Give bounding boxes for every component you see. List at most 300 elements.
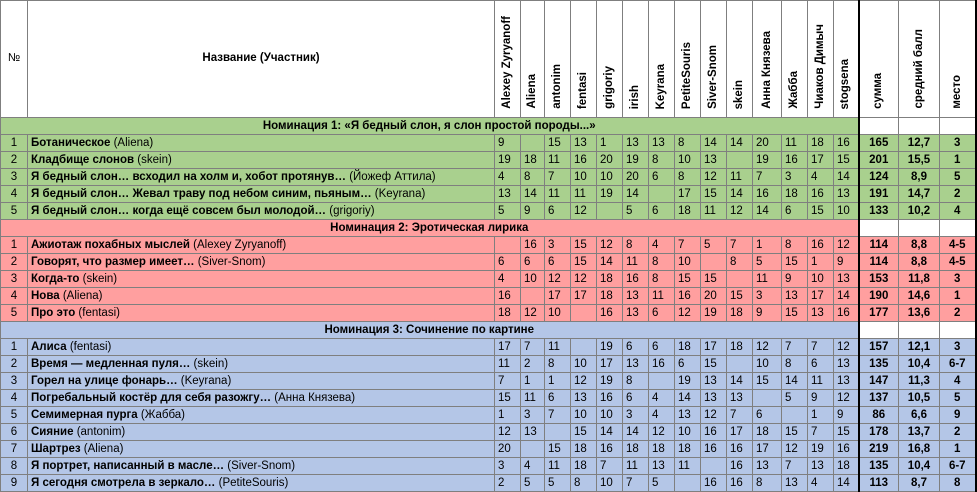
score-cell[interactable]: 6: [545, 390, 571, 407]
score-cell[interactable]: 14: [727, 135, 753, 152]
empty-cell[interactable]: [859, 220, 899, 237]
score-cell[interactable]: 16: [521, 237, 545, 254]
score-cell[interactable]: 16: [808, 237, 834, 254]
row-number-cell[interactable]: 2: [1, 152, 28, 169]
score-cell[interactable]: 6: [545, 254, 571, 271]
score-cell[interactable]: [545, 424, 571, 441]
average-cell[interactable]: 14,7: [899, 186, 940, 203]
score-cell[interactable]: 13: [649, 458, 675, 475]
average-cell[interactable]: 12,1: [899, 339, 940, 356]
score-cell[interactable]: 7: [545, 169, 571, 186]
row-number-cell[interactable]: 5: [1, 407, 28, 424]
score-cell[interactable]: 13: [521, 424, 545, 441]
score-cell[interactable]: 17: [571, 288, 597, 305]
score-cell[interactable]: 16: [597, 305, 623, 322]
score-cell[interactable]: 1: [808, 407, 834, 424]
score-cell[interactable]: 17: [675, 186, 701, 203]
score-cell[interactable]: 8: [649, 152, 675, 169]
score-cell[interactable]: 18: [753, 424, 782, 441]
score-cell[interactable]: 6: [649, 203, 675, 220]
score-cell[interactable]: 13: [834, 271, 859, 288]
empty-cell[interactable]: [899, 118, 940, 135]
sum-cell[interactable]: 135: [859, 458, 899, 475]
score-cell[interactable]: 13: [834, 373, 859, 390]
score-cell[interactable]: 18: [571, 458, 597, 475]
score-cell[interactable]: 8: [623, 237, 649, 254]
score-cell[interactable]: 17: [545, 288, 571, 305]
score-cell[interactable]: 4: [521, 458, 545, 475]
score-cell[interactable]: 7: [782, 458, 808, 475]
score-cell[interactable]: 8: [753, 475, 782, 492]
score-cell[interactable]: 14: [834, 475, 859, 492]
section-title-cell[interactable]: Номинация 2: Эротическая лирика: [1, 220, 859, 237]
score-cell[interactable]: 11: [649, 288, 675, 305]
sum-cell[interactable]: 133: [859, 203, 899, 220]
average-cell[interactable]: 10,4: [899, 458, 940, 475]
row-number-cell[interactable]: 1: [1, 237, 28, 254]
score-cell[interactable]: 11: [545, 339, 571, 356]
score-cell[interactable]: 8: [649, 271, 675, 288]
score-cell[interactable]: [675, 475, 701, 492]
row-number-cell[interactable]: 8: [1, 458, 28, 475]
sum-cell[interactable]: 124: [859, 169, 899, 186]
sum-cell[interactable]: 219: [859, 441, 899, 458]
score-cell[interactable]: 17: [753, 441, 782, 458]
entry-title-cell[interactable]: [28, 305, 495, 322]
score-cell[interactable]: 19: [623, 152, 649, 169]
row-number-cell[interactable]: 9: [1, 475, 28, 492]
score-cell[interactable]: 9: [753, 305, 782, 322]
score-cell[interactable]: 16: [675, 288, 701, 305]
row-number-cell[interactable]: 3: [1, 271, 28, 288]
entry-title-cell[interactable]: [28, 254, 495, 271]
score-cell[interactable]: 5: [753, 254, 782, 271]
row-number-cell[interactable]: 2: [1, 254, 28, 271]
score-cell[interactable]: 1: [597, 135, 623, 152]
score-cell[interactable]: 12: [571, 203, 597, 220]
score-cell[interactable]: 13: [571, 390, 597, 407]
entry-title-cell[interactable]: [28, 203, 495, 220]
entry-title-cell[interactable]: [28, 271, 495, 288]
place-cell[interactable]: 2: [940, 305, 976, 322]
score-cell[interactable]: 16: [834, 441, 859, 458]
score-cell[interactable]: 7: [727, 407, 753, 424]
score-cell[interactable]: 15: [571, 424, 597, 441]
score-cell[interactable]: 4: [808, 169, 834, 186]
entry-title-cell[interactable]: [28, 424, 495, 441]
score-cell[interactable]: 8: [649, 254, 675, 271]
score-cell[interactable]: 11: [545, 186, 571, 203]
score-cell[interactable]: 9: [834, 254, 859, 271]
score-cell[interactable]: 8: [521, 169, 545, 186]
row-number-cell[interactable]: 2: [1, 356, 28, 373]
score-cell[interactable]: 4: [649, 237, 675, 254]
score-cell[interactable]: 19: [495, 152, 521, 169]
sum-cell[interactable]: 177: [859, 305, 899, 322]
header-total-cell[interactable]: [899, 1, 940, 118]
score-cell[interactable]: 9: [782, 271, 808, 288]
score-cell[interactable]: 17: [495, 339, 521, 356]
score-cell[interactable]: 8: [675, 135, 701, 152]
score-cell[interactable]: 12: [834, 339, 859, 356]
place-cell[interactable]: 3: [940, 339, 976, 356]
header-judge-cell[interactable]: [834, 1, 859, 118]
score-cell[interactable]: 6: [649, 305, 675, 322]
score-cell[interactable]: 10: [545, 305, 571, 322]
score-cell[interactable]: [571, 339, 597, 356]
score-cell[interactable]: 1: [753, 237, 782, 254]
score-cell[interactable]: [753, 390, 782, 407]
score-cell[interactable]: 19: [701, 305, 727, 322]
score-cell[interactable]: [649, 373, 675, 390]
place-cell[interactable]: 3: [940, 135, 976, 152]
score-cell[interactable]: 7: [727, 237, 753, 254]
score-cell[interactable]: 18: [727, 305, 753, 322]
score-cell[interactable]: 7: [597, 458, 623, 475]
row-number-cell[interactable]: 1: [1, 135, 28, 152]
sum-cell[interactable]: 114: [859, 254, 899, 271]
sum-cell[interactable]: 114: [859, 237, 899, 254]
header-judge-cell[interactable]: [571, 1, 597, 118]
score-cell[interactable]: 1: [521, 373, 545, 390]
score-cell[interactable]: 20: [495, 441, 521, 458]
score-cell[interactable]: 15: [701, 356, 727, 373]
average-cell[interactable]: 8,8: [899, 254, 940, 271]
average-cell[interactable]: 11,3: [899, 373, 940, 390]
place-cell[interactable]: 6-7: [940, 458, 976, 475]
score-cell[interactable]: 19: [675, 373, 701, 390]
score-cell[interactable]: 11: [808, 373, 834, 390]
score-cell[interactable]: 13: [571, 135, 597, 152]
score-cell[interactable]: 6: [623, 339, 649, 356]
score-cell[interactable]: 15: [782, 424, 808, 441]
sum-cell[interactable]: 153: [859, 271, 899, 288]
average-cell[interactable]: 13,6: [899, 305, 940, 322]
score-cell[interactable]: 5: [701, 237, 727, 254]
score-cell[interactable]: 10: [571, 169, 597, 186]
score-cell[interactable]: 7: [753, 169, 782, 186]
score-cell[interactable]: [597, 203, 623, 220]
score-cell[interactable]: 9: [808, 390, 834, 407]
score-cell[interactable]: 16: [701, 475, 727, 492]
score-cell[interactable]: [701, 458, 727, 475]
score-cell[interactable]: 8: [782, 356, 808, 373]
sum-cell[interactable]: 201: [859, 152, 899, 169]
empty-cell[interactable]: [940, 322, 976, 339]
row-number-cell[interactable]: 3: [1, 373, 28, 390]
score-cell[interactable]: 4: [649, 390, 675, 407]
score-cell[interactable]: 13: [701, 373, 727, 390]
score-cell[interactable]: 20: [753, 135, 782, 152]
score-cell[interactable]: 7: [495, 373, 521, 390]
score-cell[interactable]: 4: [649, 407, 675, 424]
score-cell[interactable]: 6: [623, 390, 649, 407]
sum-cell[interactable]: 113: [859, 475, 899, 492]
score-cell[interactable]: 18: [495, 305, 521, 322]
entry-title-cell[interactable]: [28, 288, 495, 305]
score-cell[interactable]: 6: [521, 254, 545, 271]
score-cell[interactable]: 16: [727, 458, 753, 475]
sum-cell[interactable]: 137: [859, 390, 899, 407]
score-cell[interactable]: 15: [701, 186, 727, 203]
score-cell[interactable]: 13: [808, 305, 834, 322]
score-cell[interactable]: 13: [675, 407, 701, 424]
score-cell[interactable]: 14: [623, 424, 649, 441]
score-cell[interactable]: 1: [545, 373, 571, 390]
sum-cell[interactable]: 191: [859, 186, 899, 203]
row-number-cell[interactable]: 4: [1, 288, 28, 305]
place-cell[interactable]: 4: [940, 373, 976, 390]
average-cell[interactable]: 10,2: [899, 203, 940, 220]
score-cell[interactable]: 13: [649, 135, 675, 152]
score-cell[interactable]: 2: [495, 475, 521, 492]
score-cell[interactable]: 12: [834, 237, 859, 254]
section-title-cell[interactable]: Номинация 1: «Я бедный слон, я слон простой породы...»: [1, 118, 859, 135]
score-cell[interactable]: 18: [571, 441, 597, 458]
place-cell[interactable]: 8: [940, 475, 976, 492]
score-cell[interactable]: 10: [675, 424, 701, 441]
sum-cell[interactable]: 157: [859, 339, 899, 356]
score-cell[interactable]: 7: [675, 237, 701, 254]
row-number-cell[interactable]: 4: [1, 390, 28, 407]
score-cell[interactable]: 1: [808, 254, 834, 271]
entry-title-cell[interactable]: [28, 407, 495, 424]
average-cell[interactable]: 15,5: [899, 152, 940, 169]
score-cell[interactable]: 16: [495, 288, 521, 305]
score-cell[interactable]: 5: [649, 475, 675, 492]
score-cell[interactable]: 19: [597, 373, 623, 390]
score-cell[interactable]: 8: [727, 254, 753, 271]
score-cell[interactable]: 6: [808, 356, 834, 373]
score-cell[interactable]: 10: [808, 271, 834, 288]
score-cell[interactable]: 13: [808, 458, 834, 475]
empty-cell[interactable]: [940, 220, 976, 237]
empty-cell[interactable]: [940, 118, 976, 135]
score-cell[interactable]: 6: [495, 254, 521, 271]
score-cell[interactable]: 13: [623, 356, 649, 373]
score-cell[interactable]: 18: [808, 135, 834, 152]
average-cell[interactable]: 10,5: [899, 390, 940, 407]
place-cell[interactable]: 1: [940, 152, 976, 169]
entry-title-cell[interactable]: [28, 186, 495, 203]
score-cell[interactable]: 10: [597, 475, 623, 492]
score-cell[interactable]: [701, 254, 727, 271]
score-cell[interactable]: 18: [675, 339, 701, 356]
score-cell[interactable]: 18: [521, 152, 545, 169]
score-cell[interactable]: 18: [675, 203, 701, 220]
entry-title-cell[interactable]: [28, 339, 495, 356]
sum-cell[interactable]: 190: [859, 288, 899, 305]
header-judge-cell[interactable]: [701, 1, 727, 118]
score-cell[interactable]: 16: [782, 152, 808, 169]
header-judge-cell[interactable]: [753, 1, 782, 118]
score-cell[interactable]: 17: [808, 288, 834, 305]
score-cell[interactable]: 15: [834, 424, 859, 441]
score-cell[interactable]: 6: [753, 407, 782, 424]
header-total-cell[interactable]: [859, 1, 899, 118]
score-cell[interactable]: 10: [597, 169, 623, 186]
score-cell[interactable]: 13: [623, 288, 649, 305]
score-cell[interactable]: 17: [727, 424, 753, 441]
score-cell[interactable]: 15: [545, 441, 571, 458]
average-cell[interactable]: 8,9: [899, 169, 940, 186]
entry-title-cell[interactable]: [28, 169, 495, 186]
score-cell[interactable]: 13: [701, 152, 727, 169]
score-cell[interactable]: 10: [675, 152, 701, 169]
place-cell[interactable]: 6-7: [940, 356, 976, 373]
score-cell[interactable]: 19: [753, 152, 782, 169]
section-title-cell[interactable]: Номинация 3: Сочинение по картине: [1, 322, 859, 339]
average-cell[interactable]: 11,8: [899, 271, 940, 288]
score-cell[interactable]: 10: [571, 356, 597, 373]
header-judge-cell[interactable]: [495, 1, 521, 118]
average-cell[interactable]: 8,7: [899, 475, 940, 492]
score-cell[interactable]: 16: [597, 390, 623, 407]
score-cell[interactable]: 10: [834, 203, 859, 220]
score-cell[interactable]: 16: [834, 135, 859, 152]
score-cell[interactable]: 14: [597, 254, 623, 271]
score-cell[interactable]: 9: [834, 407, 859, 424]
score-cell[interactable]: 14: [753, 203, 782, 220]
score-cell[interactable]: [727, 152, 753, 169]
score-cell[interactable]: 8: [782, 237, 808, 254]
score-cell[interactable]: 13: [727, 390, 753, 407]
score-cell[interactable]: [649, 186, 675, 203]
sum-cell[interactable]: 147: [859, 373, 899, 390]
score-cell[interactable]: 12: [571, 271, 597, 288]
score-cell[interactable]: 14: [727, 373, 753, 390]
score-cell[interactable]: 12: [782, 441, 808, 458]
score-cell[interactable]: 14: [701, 135, 727, 152]
score-cell[interactable]: 20: [597, 152, 623, 169]
score-cell[interactable]: 17: [701, 339, 727, 356]
score-cell[interactable]: 14: [675, 390, 701, 407]
empty-cell[interactable]: [899, 322, 940, 339]
score-cell[interactable]: 5: [521, 475, 545, 492]
score-cell[interactable]: 8: [571, 475, 597, 492]
score-cell[interactable]: 14: [597, 424, 623, 441]
score-cell[interactable]: 6: [649, 169, 675, 186]
score-cell[interactable]: 12: [495, 424, 521, 441]
score-cell[interactable]: 19: [597, 339, 623, 356]
average-cell[interactable]: 10,4: [899, 356, 940, 373]
score-cell[interactable]: 13: [623, 305, 649, 322]
score-cell[interactable]: 14: [782, 373, 808, 390]
score-cell[interactable]: 7: [808, 424, 834, 441]
place-cell[interactable]: 9: [940, 407, 976, 424]
score-cell[interactable]: 11: [727, 169, 753, 186]
score-cell[interactable]: 10: [597, 407, 623, 424]
score-cell[interactable]: 4: [808, 475, 834, 492]
score-cell[interactable]: 15: [675, 271, 701, 288]
score-cell[interactable]: 18: [623, 441, 649, 458]
score-cell[interactable]: 17: [597, 356, 623, 373]
header-judge-cell[interactable]: [782, 1, 808, 118]
empty-cell[interactable]: [859, 118, 899, 135]
entry-title-cell[interactable]: [28, 152, 495, 169]
score-cell[interactable]: 20: [623, 169, 649, 186]
score-cell[interactable]: [495, 237, 521, 254]
score-cell[interactable]: 9: [495, 135, 521, 152]
score-cell[interactable]: 3: [521, 407, 545, 424]
score-cell[interactable]: 18: [727, 339, 753, 356]
score-cell[interactable]: 12: [571, 373, 597, 390]
score-cell[interactable]: 3: [623, 407, 649, 424]
score-cell[interactable]: 16: [701, 424, 727, 441]
place-cell[interactable]: 1: [940, 441, 976, 458]
empty-cell[interactable]: [899, 220, 940, 237]
score-cell[interactable]: 11: [753, 271, 782, 288]
score-cell[interactable]: [521, 288, 545, 305]
average-cell[interactable]: 16,8: [899, 441, 940, 458]
header-title-cell[interactable]: Название (Участник): [28, 1, 495, 118]
score-cell[interactable]: 10: [521, 271, 545, 288]
score-cell[interactable]: 3: [782, 169, 808, 186]
score-cell[interactable]: 12: [649, 424, 675, 441]
score-cell[interactable]: 18: [675, 441, 701, 458]
score-cell[interactable]: 15: [727, 288, 753, 305]
score-cell[interactable]: 13: [834, 356, 859, 373]
sum-cell[interactable]: 86: [859, 407, 899, 424]
score-cell[interactable]: 14: [834, 169, 859, 186]
score-cell[interactable]: 2: [521, 356, 545, 373]
score-cell[interactable]: 15: [753, 373, 782, 390]
score-cell[interactable]: 11: [545, 458, 571, 475]
score-cell[interactable]: 16: [597, 441, 623, 458]
score-cell[interactable]: 5: [623, 203, 649, 220]
score-cell[interactable]: 16: [623, 271, 649, 288]
score-cell[interactable]: 11: [701, 203, 727, 220]
score-cell[interactable]: 11: [521, 390, 545, 407]
score-cell[interactable]: 7: [545, 407, 571, 424]
score-cell[interactable]: 16: [808, 186, 834, 203]
average-cell[interactable]: 14,6: [899, 288, 940, 305]
score-cell[interactable]: 15: [701, 271, 727, 288]
entry-title-cell[interactable]: [28, 135, 495, 152]
header-total-cell[interactable]: [940, 1, 976, 118]
average-cell[interactable]: 13,7: [899, 424, 940, 441]
entry-title-cell[interactable]: [28, 237, 495, 254]
row-number-cell[interactable]: 3: [1, 169, 28, 186]
score-cell[interactable]: 12: [597, 237, 623, 254]
score-cell[interactable]: 16: [649, 356, 675, 373]
score-cell[interactable]: 12: [727, 203, 753, 220]
average-cell[interactable]: 8,8: [899, 237, 940, 254]
score-cell[interactable]: 19: [597, 186, 623, 203]
score-cell[interactable]: 11: [782, 135, 808, 152]
score-cell[interactable]: 18: [834, 458, 859, 475]
score-cell[interactable]: 13: [701, 390, 727, 407]
score-cell[interactable]: 7: [782, 339, 808, 356]
score-cell[interactable]: 6: [649, 339, 675, 356]
score-cell[interactable]: 13: [623, 135, 649, 152]
score-cell[interactable]: 15: [782, 254, 808, 271]
average-cell[interactable]: 12,7: [899, 135, 940, 152]
score-cell[interactable]: 11: [675, 458, 701, 475]
score-cell[interactable]: 11: [623, 458, 649, 475]
place-cell[interactable]: 1: [940, 288, 976, 305]
score-cell[interactable]: 15: [808, 203, 834, 220]
score-cell[interactable]: 16: [701, 441, 727, 458]
score-cell[interactable]: 18: [649, 441, 675, 458]
score-cell[interactable]: 18: [782, 186, 808, 203]
score-cell[interactable]: 5: [545, 475, 571, 492]
score-cell[interactable]: [571, 305, 597, 322]
score-cell[interactable]: [727, 356, 753, 373]
score-cell[interactable]: 14: [521, 186, 545, 203]
score-cell[interactable]: 13: [753, 458, 782, 475]
score-cell[interactable]: 12: [675, 305, 701, 322]
